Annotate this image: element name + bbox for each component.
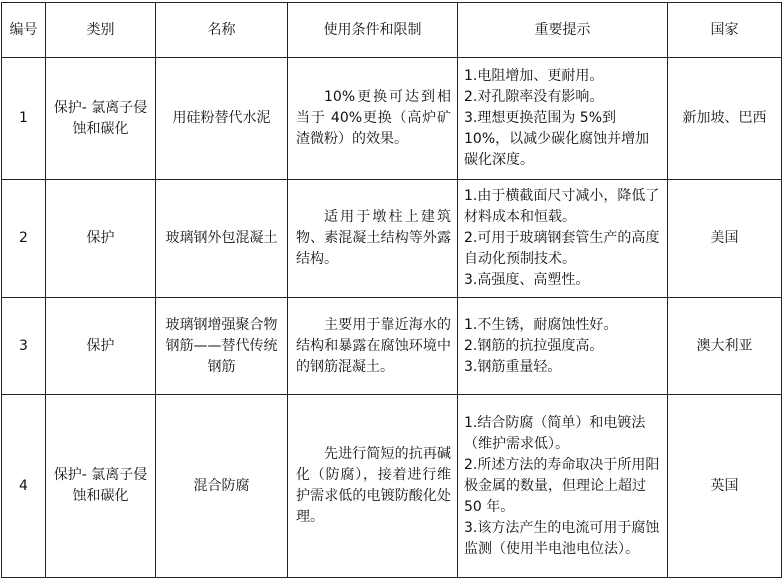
cell-country: 新加坡、巴西	[668, 58, 782, 180]
cell-number: 4	[2, 395, 46, 578]
tip-item: 3.理想更换范围为 5%到 10%，以减少碳化腐蚀并增加碳化深度。	[464, 110, 650, 168]
conditions-text: 10%更换可达到相当于 40%更换（高炉矿渣微粉）的效果。	[296, 89, 451, 147]
table-header-row	[2, 3, 782, 58]
cell-number: 3	[2, 298, 46, 395]
corrosion-protection-table	[1, 2, 782, 578]
conditions-text: 适用于墩柱上建筑物、素混凝土结构等外露结构。	[296, 209, 451, 267]
header-number: 编号	[2, 3, 46, 58]
header-conditions: 使用条件和限制	[288, 3, 458, 58]
cell-name: 玻璃钢增强聚合物钢筋——替代传统钢筋	[156, 298, 288, 395]
cell-name: 混合防腐	[156, 395, 288, 578]
tip-item: 3.该方法产生的电流可用于腐蚀监测（使用半电池电位法）。	[464, 519, 660, 557]
tip-item: 3.钢筋重量轻。	[464, 358, 562, 375]
cell-tips	[458, 58, 668, 180]
table-row	[2, 395, 782, 578]
tip-item: 1.由于横截面尺寸减小，降低了材料成本和恒载。	[464, 188, 660, 225]
tip-item: 2.对孔隙率没有影响。	[464, 89, 604, 105]
cell-country: 澳大利亚	[668, 298, 782, 395]
tip-item: 2.钢筋的抗拉强度高。	[464, 337, 604, 354]
cell-tips	[458, 298, 668, 395]
cell-conditions	[288, 180, 458, 298]
cell-tips	[458, 180, 668, 298]
cell-country: 美国	[668, 180, 782, 298]
cell-category: 保护	[46, 180, 156, 298]
tip-item: 2.可用于玻璃钢套管生产的高度自动化预制技术。	[464, 230, 660, 267]
cell-number: 2	[2, 180, 46, 298]
tip-item: 1.结合防腐（简单）和电镀法（维护需求低）。	[464, 414, 646, 452]
conditions-text: 先进行简短的抗再碱化（防腐），接着进行维护需求低的电镀防酸化处理。	[296, 446, 451, 525]
tip-item: 3.高强度、高塑性。	[464, 272, 590, 288]
cell-category: 保护- 氯离子侵蚀和碳化	[46, 58, 156, 180]
cell-conditions	[288, 298, 458, 395]
cell-tips	[458, 395, 668, 578]
cell-country: 英国	[668, 395, 782, 578]
cell-conditions	[288, 58, 458, 180]
tip-item: 1.不生锈，耐腐蚀性好。	[464, 316, 618, 333]
cell-number: 1	[2, 58, 46, 180]
cell-conditions	[288, 395, 458, 578]
header-category: 类别	[46, 3, 156, 58]
cell-name: 玻璃钢外包混凝土	[156, 180, 288, 298]
cell-category: 保护- 氯离子侵蚀和碳化	[46, 395, 156, 578]
cell-name: 用硅粉替代水泥	[156, 58, 288, 180]
header-name: 名称	[156, 3, 288, 58]
header-country: 国家	[668, 3, 782, 58]
table-row	[2, 58, 782, 180]
header-tips: 重要提示	[458, 3, 668, 58]
tip-item: 2.所述方法的寿命取决于所用阳极金属的数量，但理论上超过 50 年。	[464, 456, 660, 515]
table-row	[2, 298, 782, 395]
cell-category: 保护	[46, 298, 156, 395]
conditions-text: 主要用于靠近海水的结构和暴露在腐蚀环境中的钢筋混凝土。	[296, 316, 451, 375]
tip-item: 1.电阻增加、更耐用。	[464, 68, 604, 84]
table-row	[2, 180, 782, 298]
